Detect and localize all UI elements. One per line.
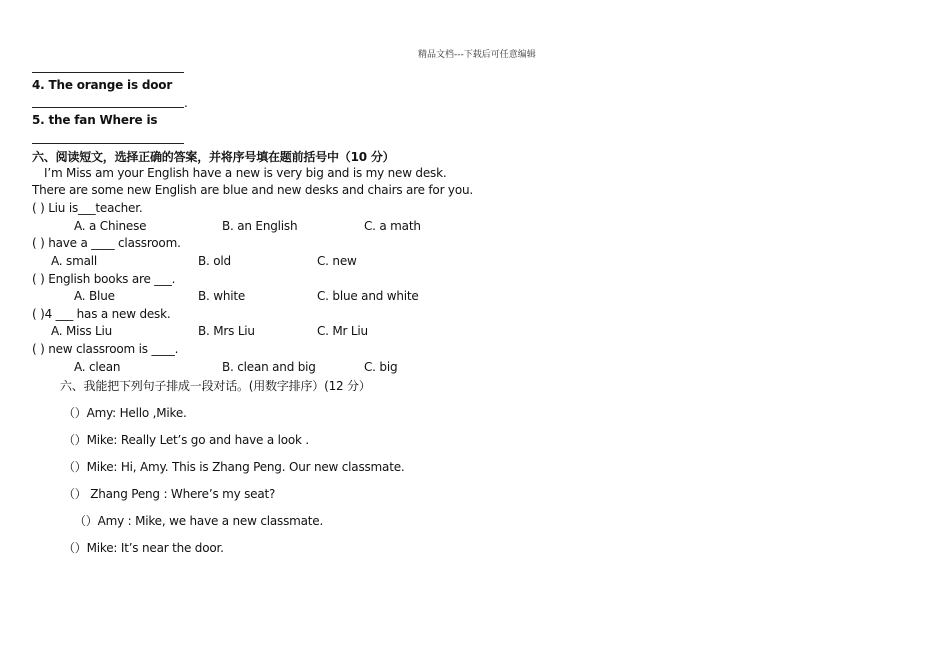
option-b: B. an English (222, 219, 298, 233)
option-a: A. Miss Liu (51, 324, 113, 338)
question-4: 4. The orange is door (32, 78, 173, 92)
question-5: 5. the fan Where is (32, 113, 158, 127)
question-stem: ( ) have a ____ classroom. (32, 236, 181, 250)
option-b: B. old (198, 254, 231, 268)
option-c: C. big (364, 360, 398, 374)
question-stem: ( )4 ___ has a new desk. (32, 307, 171, 321)
question-stem: ( ) Liu is___teacher. (32, 201, 143, 215)
answer-line-2 (32, 107, 184, 108)
option-a: A. Blue (74, 289, 115, 303)
option-c: C. blue and white (317, 289, 419, 303)
option-b: B. clean and big (222, 360, 316, 374)
answer-line-2-period: . (184, 96, 188, 110)
dialogue-line: （）Mike: Really Let’s go and have a look . (63, 433, 309, 447)
dialogue-line: （）Amy: Hello ,Mike. (63, 406, 187, 420)
page-header: 精品文档---下载后可任意编辑 (418, 50, 536, 60)
section-six-a-title: 六、阅读短文，选择正确的答案，并将序号填在题前括号中（10 分） (32, 150, 395, 164)
section-six-b-title: 六、我能把下列句子排成一段对话。(用数字排序）(12 分） (60, 379, 371, 393)
answer-line-1 (32, 72, 184, 73)
answer-line-3 (32, 143, 184, 144)
option-c: C. new (317, 254, 357, 268)
option-b: B. Mrs Liu (198, 324, 255, 338)
dialogue-line: （）Mike: It’s near the door. (63, 541, 224, 555)
option-a: A. small (51, 254, 97, 268)
option-a: A. clean (74, 360, 121, 374)
option-b: B. white (198, 289, 246, 303)
passage-line-2: There are some new English are blue and new desks and chairs are for you. (32, 183, 473, 197)
option-c: C. a math (364, 219, 421, 233)
dialogue-line: （）Mike: Hi, Amy. This is Zhang Peng. Our new classmate. (63, 460, 405, 474)
option-a: A. a Chinese (74, 219, 147, 233)
question-stem: ( ) new classroom is ____. (32, 342, 179, 356)
passage-line-1: I’m Miss am your English have a new is very big and is my new desk. (44, 166, 447, 180)
option-c: C. Mr Liu (317, 324, 368, 338)
dialogue-line: （） Zhang Peng : Where’s my seat? (63, 487, 276, 501)
question-stem: ( ) English books are ___. (32, 272, 176, 286)
dialogue-line: （）Amy : Mike, we have a new classmate. (74, 514, 324, 528)
